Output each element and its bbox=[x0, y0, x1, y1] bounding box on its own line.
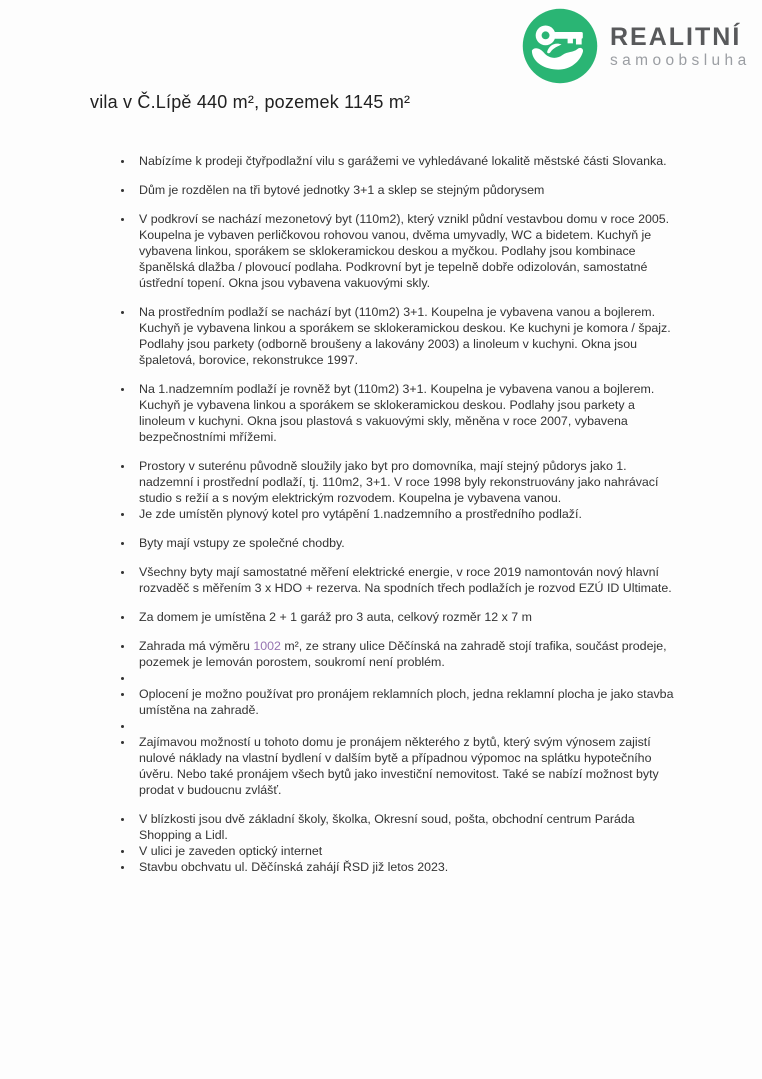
list-item: • Oplocení je možno používat pro pronájem reklamních ploch, jedna reklamní plocha je jako stavba umístěna na zahradě. bbox=[134, 686, 674, 718]
list-item: • Za domem je umístěna 2 + 1 garáž pro 3 auta, celkový rozměr 12 x 7 m bbox=[134, 609, 674, 625]
list-item: • Zajímavou možností u tohoto domu je pronájem některého z bytů, který svým výnosem zajistí nulové náklady na vlastní bydlení v dalším bytě a případnou výpomoc na splátku hypotečního úvěru. Nebo také pronájem všech bytů jako investiční nemovitost. Také se nabízí možnost byty prodat v budoucnu zvlášť. bbox=[134, 734, 674, 798]
brand-tagline: samoobsluha bbox=[610, 51, 751, 69]
list-item: • Všechny byty mají samostatné měření elektrické energie, v roce 2019 namontován nový hlavní rozvaděč s měřením 3 x HDO + rezerva. Na spodních třech podlažích je rozvod EZÚ ID Ultimate. bbox=[134, 564, 674, 596]
list-item-empty bbox=[134, 718, 674, 734]
list-item: • Dům je rozdělen na tři bytové jednotky 3+1 a sklep se stejným půdorysem bbox=[134, 182, 674, 198]
garden-area-value: 1002 bbox=[253, 639, 281, 653]
key-in-hand-icon bbox=[522, 8, 598, 84]
list-item: • Prostory v suterénu původně sloužily jako byt pro domovníka, mají stejný půdorys jako 1. nadzemní i prostřední podlaží, tj. 110m2, 3+1. V roce 1998 byly rekonstruovány jako nahrávací studio s režií a s novým elektrickým rozvodem. Koupelna je vybavena vanou. bbox=[134, 458, 674, 506]
property-description-list bbox=[90, 153, 674, 875]
list-item-text: m², ze strany ulice Děčínská na zahradě stojí trafika, součást prodeje, pozemek je lemován porostem, soukromí není problém. bbox=[139, 639, 667, 669]
list-item: • Je zde umístěn plynový kotel pro vytápění 1.nadzemního a prostředního podlaží. bbox=[134, 506, 674, 522]
brand-name: REALITNÍ bbox=[610, 22, 742, 51]
brand-text-block bbox=[610, 24, 751, 69]
list-item: • Stavbu obchvatu ul. Děčínská zahájí ŘSD již letos 2023. bbox=[134, 859, 674, 875]
list-item: • Byty mají vstupy ze společné chodby. bbox=[134, 535, 674, 551]
list-item: • Na prostředním podlaží se nachází byt (110m2) 3+1. Koupelna je vybavena vanou a bojlerem. Kuchyň je vybavena linkou a sporákem se sklokeramickou deskou. Ke kuchyni je komora / špajz. Podlahy jsou parkety (odborně broušeny a lakovány 2003) a linoleum v kuchyni. Okna jsou špaletová, borovice, rekonstrukce 1997. bbox=[134, 304, 674, 368]
list-item-empty bbox=[134, 670, 674, 686]
list-item bbox=[134, 638, 674, 670]
list-item: • V ulici je zaveden optický internet bbox=[134, 843, 674, 859]
list-item: • Nabízíme k prodeji čtyřpodlažní vilu s garážemi ve vyhledávané lokalitě městské části Slovanka. bbox=[134, 153, 674, 169]
list-item-text: Zahrada má výměru bbox=[139, 639, 254, 653]
brand-logo bbox=[522, 8, 751, 84]
list-item: • V blízkosti jsou dvě základní školy, školka, Okresní soud, pošta, obchodní centrum Paráda Shopping a Lidl. bbox=[134, 811, 674, 843]
page-title: vila v Č.Lípě 440 m², pozemek 1145 m² bbox=[90, 92, 411, 112]
list-item: • Na 1.nadzemním podlaží je rovněž byt (110m2) 3+1. Koupelna je vybavena vanou a bojlerem. Kuchyň je vybavena linkou a sporákem se sklokeramickou deskou. Podlahy jsou parkety a linoleum v kuchyni. Okna jsou plastová s vakuovými skly, měněna v roce 2007, vybavena bezpečnostními mřížemi. bbox=[134, 381, 674, 445]
list-item: • V podkroví se nachází mezonetový byt (110m2), který vznikl půdní vestavbou domu v roce 2005. Koupelna je vybaven perličkovou rohovou vanou, dvěma umyvadly, WC a bidetem. Kuchyň je vybavena linkou, sporákem se sklokeramickou deskou a myčkou. Podlahy jsou kombinace španělská dlažba / plovoucí podlaha. Podkrovní byt je tepelně dobře odizolován, samostatné ústřední topení. Okna jsou vybavena vakuovými skly. bbox=[134, 211, 674, 291]
